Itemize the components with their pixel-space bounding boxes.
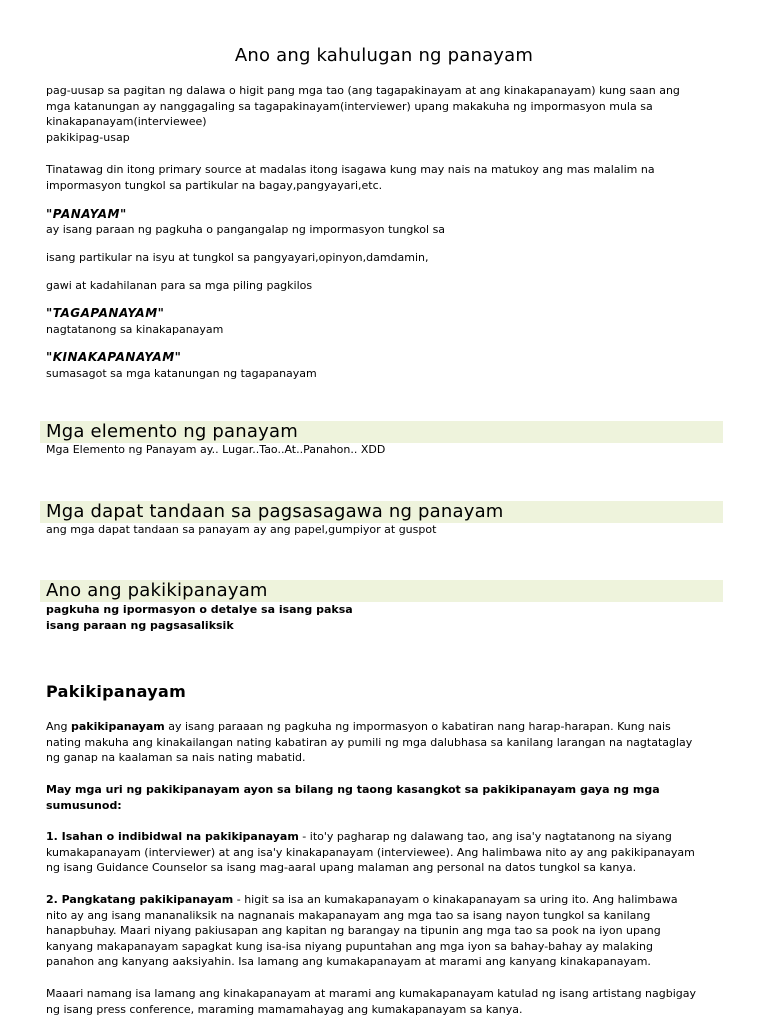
paragraph-line	[46, 829, 722, 845]
heading-pakikipanayam: Pakikipanayam	[46, 682, 187, 701]
intro-line: pag-uusap sa pagitan ng dalawa o higit pang mga tao (ang tagapakinayam at ang kinakapanayam) kung saan ang	[46, 84, 680, 97]
heading-ano-ang-pakikipanayam: Ano ang pakikipanayam	[46, 580, 268, 601]
closing-paragraph	[46, 986, 722, 1017]
primary-line: impormasyon tungkol sa partikular na bagay,pangyayari,etc.	[46, 178, 383, 192]
panayam-definition-line: isang partikular na isyu at tungkol sa pangyayari,opinyon,damdamin,	[46, 251, 429, 264]
paragraph-line	[46, 892, 722, 908]
text-run: ay isang paraaan ng pagkuha ng impormasyon o kabatiran nang harap-harapan. Kung nais	[164, 720, 671, 733]
intro-line: kinakapanayam(interviewee)	[46, 115, 207, 128]
panayam-definition-line: ay isang paraan ng pagkuha o pangangalap ng impormasyon tungkol sa	[46, 223, 446, 236]
item-title: 1. Isahan o indibidwal na pakikipanayam	[46, 830, 299, 843]
pakikipanayam-definition-line: pagkuha ng ipormasyon o detalye sa isang paksa	[46, 603, 353, 616]
uri-question	[46, 782, 722, 813]
paragraph-line: Maaari namang isa lamang ang kinakapanayam at marami ang kumakapanayam katulad ng isang artistang nagbigay	[46, 987, 697, 1000]
paragraph-line: kanyang makapanayam sapagkat kung isa-isa niyang pupuntahan ang mga iyon sa bahay-bahay ay malaking	[46, 939, 653, 953]
bold-term: pakikipanayam	[70, 720, 165, 733]
pakikipanayam-paragraph	[46, 719, 722, 766]
heading-elemento: Mga elemento ng panayam	[46, 421, 298, 442]
paragraph-line: ng isang Guidance Counselor sa isang mag-aaral upang malaman ang personal na datos tungkol sa kanya.	[46, 861, 637, 874]
text-run: Ang	[46, 720, 71, 733]
heading-dapat-tandaan: Mga dapat tandaan sa pagsasagawa ng panayam	[46, 501, 504, 522]
list-item-pangkatan	[46, 892, 722, 970]
term-tagapanayam: "TAGAPANAYAM"	[46, 306, 165, 320]
primary-line: Tinatawag din itong primary source at madalas itong isagawa kung may nais na matukoy ang mas malalim na	[46, 163, 655, 176]
question-line: sumusunod:	[46, 798, 122, 812]
page-title: Ano ang kahulugan ng panayam	[234, 45, 534, 66]
paragraph-line: hanapbuhay. Maari niyang pakiusapan ang kapitan ng barangay na tipunin ang mga tao sa pook na iyon upang	[46, 924, 661, 937]
question-line: May mga uri ng pakikipanayam ayon sa bilang ng taong kasangkot sa pakikipanayam gaya ng mga	[46, 783, 660, 796]
paragraph-line: panahon ang kanyang aaksiyahin. Isa lamang ang kumakapanayam at marami ang kanyang kinakapanayam.	[46, 955, 651, 968]
term-kinakapanayam: "KINAKAPANAYAM"	[46, 350, 182, 364]
item-title: 2. Pangkatang pakikipanayam	[46, 893, 234, 906]
list-item-isahan	[46, 829, 722, 876]
paragraph-line: ng isang press conference, maraming mamamahayag ang kumakapanayam sa kanya.	[46, 1002, 523, 1016]
text-run: - higit sa isa an kumakapanayam o kinakapanayam sa uring ito. Ang halimbawa	[233, 893, 678, 906]
paragraph-line	[46, 719, 722, 735]
primary-source-paragraph	[46, 162, 722, 193]
elemento-text: Mga Elemento ng Panayam ay.. Lugar..Tao..At..Panahon.. XDD	[46, 443, 386, 456]
tagapanayam-definition: nagtatanong sa kinakapanayam	[46, 323, 224, 336]
panayam-definition-line: gawi at kadahilanan para sa mga piling pagkilos	[46, 279, 313, 292]
kinakapanayam-definition: sumasagot sa mga katanungan ng tagapanayam	[46, 367, 317, 380]
pakikipanayam-definition-line: isang paraan ng pagsasaliksik	[46, 619, 234, 632]
dapat-tandaan-text: ang mga dapat tandaan sa panayam ay ang papel,gumpiyor at guspot	[46, 523, 437, 536]
intro-line: mga katanungan ay nanggagaling sa tagapakinayam(interviewer) upang makakuha ng impormasyon mula sa	[46, 99, 653, 113]
term-panayam: "PANAYAM"	[46, 207, 127, 221]
intro-paragraph	[46, 83, 722, 145]
intro-line: pakikipag-usap	[46, 130, 130, 144]
paragraph-line: kumakapanayam (interviewer) at ang isa'y kinakapanayam (interviewee). Ang halimbawa nito ay ang pakikipanayam	[46, 845, 695, 859]
paragraph-line: nating makuha ang kinakailangan nating kabatiran ay pumili ng mga dalubhasa sa kanilang larangan na nagtataglay	[46, 735, 693, 749]
paragraph-line: nito ay ang isang mananaliksik na nagnanais makapanayam ang mga tao sa isang nayon tungkol sa kanilang	[46, 908, 651, 922]
text-run: - ito'y pagharap ng dalawang tao, ang isa'y nagtatanong na siyang	[298, 830, 672, 843]
paragraph-line: ng ganap na kaalaman sa nais nating mabatid.	[46, 751, 306, 764]
